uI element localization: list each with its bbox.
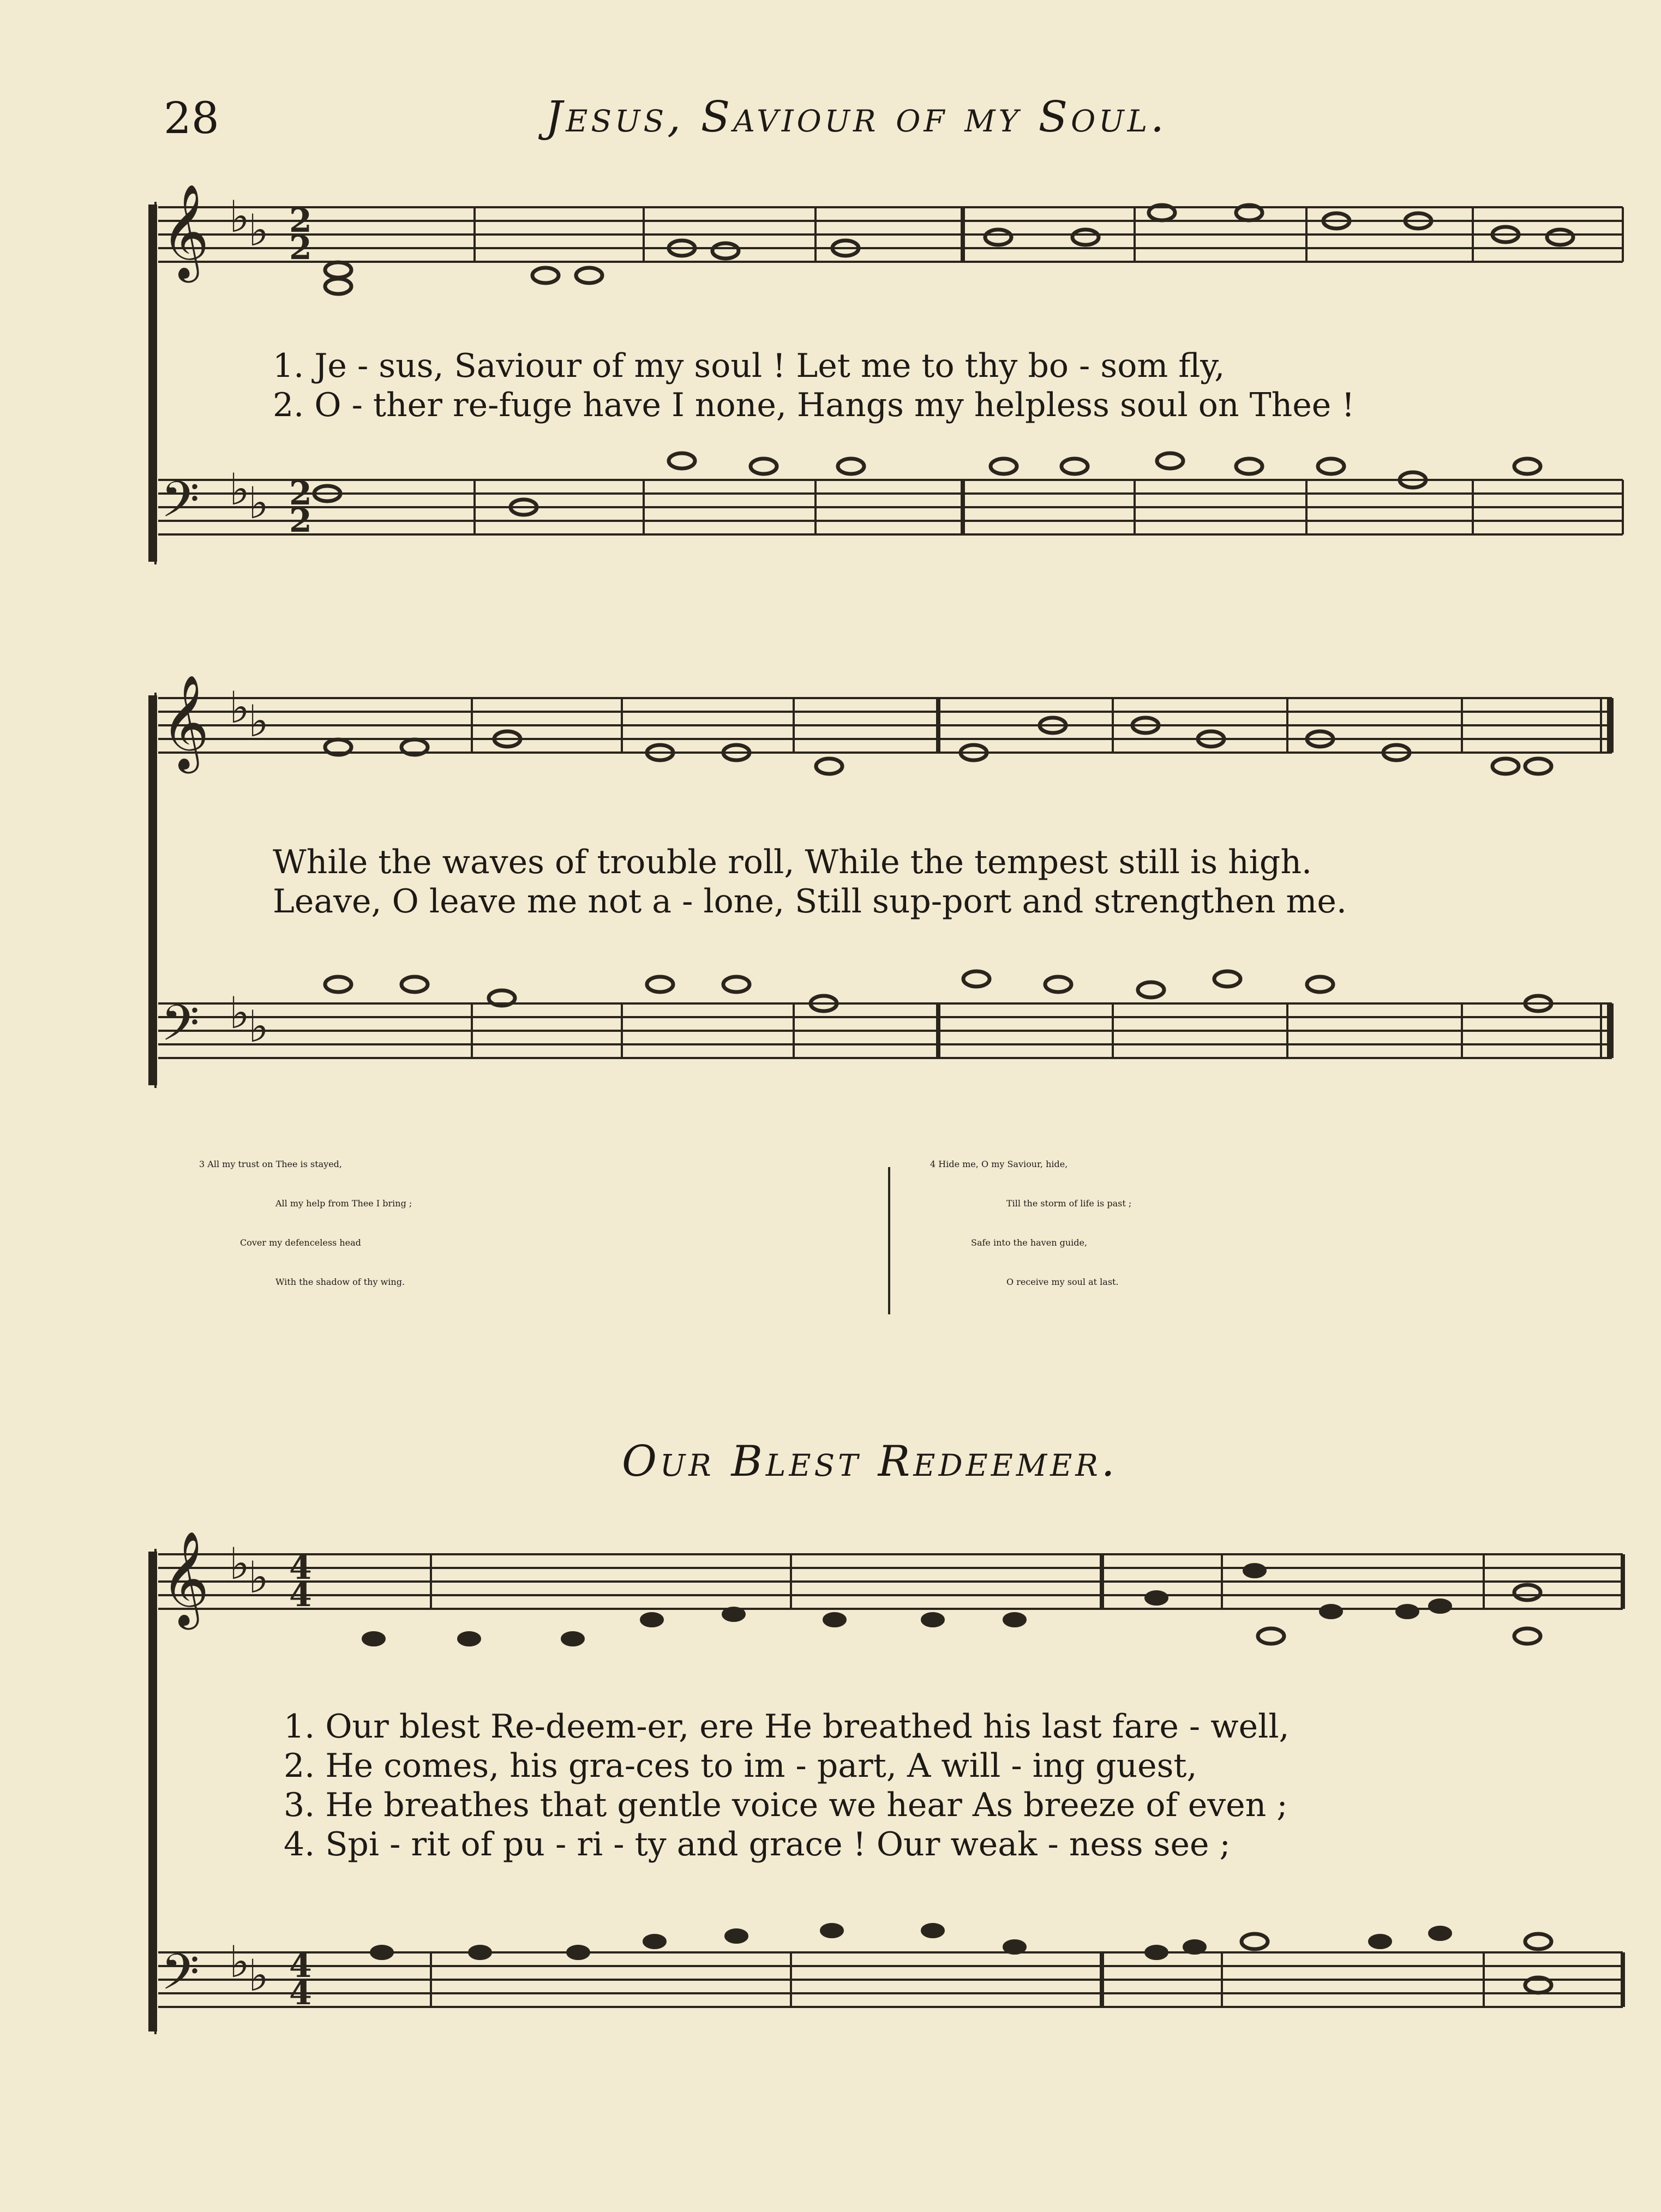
svg-text:♭: ♭ [229,1538,250,1589]
lyric-line-1: 1. Je - sus, Saviour of my soul ! Let me to thy bo - som fly, [273,347,1225,385]
svg-text:♭: ♭ [248,205,269,256]
svg-text:♭: ♭ [229,682,250,733]
lyric-line-2: 2. O - ther re-fuge have I none, Hangs my helpless soul on Thee ! [273,386,1355,424]
verse-line: Safe into the haven guide, [971,1237,1088,1248]
bass-clef: 𝄢 [161,471,200,540]
svg-text:♭: ♭ [229,191,250,242]
page-number: 28 [164,93,219,143]
svg-text:4: 4 [289,1576,312,1614]
svg-text:𝄞: 𝄞 [161,1531,209,1626]
verse-line: With the shadow of thy wing. [275,1277,405,1287]
verse-line: Till the storm of life is past ; [1006,1198,1132,1209]
hymn-title: Our Blest Redeemer. [622,1437,1118,1486]
lyric-line-3: 3. He breathes that gentle voice we hear As breeze of even ; [284,1786,1288,1824]
svg-text:𝄢: 𝄢 [161,1943,200,2013]
lyric-line-2: 2. He comes, his gra-ces to im - part, A will - ing guest, [284,1747,1197,1785]
hymn2-stanzas [284,1707,1290,1864]
svg-text:4: 4 [289,1549,312,1587]
verse-divider [888,1167,890,1314]
svg-text:♭: ♭ [248,696,269,747]
svg-text:𝄞: 𝄞 [161,675,209,770]
hymn1-stanza-b [273,843,1347,921]
treble-clef: 𝄞 [161,184,209,279]
svg-text:2: 2 [289,202,312,240]
verse-line: 3 All my trust on Thee is stayed, [199,1159,342,1169]
svg-text:2: 2 [289,229,312,267]
verse-4 [930,1159,1131,1316]
svg-text:2: 2 [289,502,312,540]
svg-text:♭: ♭ [229,464,250,515]
verse-line: Cover my defenceless head [240,1237,361,1248]
lyric-line-1: While the waves of trouble roll, While the tempest still is high. [273,843,1312,881]
verse-line: O receive my soul at last. [1006,1277,1119,1287]
svg-text:2: 2 [289,474,312,513]
verse-line: 4 Hide me, O my Saviour, hide, [930,1159,1068,1169]
hymn1-stanza-a [273,346,1354,425]
music-system-1 [0,164,1661,540]
treble-staff [158,207,1623,262]
lyric-line-4: 4. Spi - rit of pu - ri - ty and grace ! Our weak - ness see ; [284,1825,1231,1864]
svg-text:♭: ♭ [248,1001,269,1052]
hymn-title: Jesus, Saviour of my Soul. [545,93,1167,142]
verse-line: All my help from Thee I bring ; [275,1198,412,1209]
svg-text:4: 4 [289,1974,312,2012]
svg-text:♭: ♭ [248,1552,269,1603]
svg-text:4: 4 [289,1947,312,1985]
svg-text:𝄢: 𝄢 [161,994,200,1064]
svg-text:♭: ♭ [248,1950,269,2001]
bass-staff [158,480,1623,534]
svg-text:♭: ♭ [248,478,269,528]
verse-3 [199,1159,412,1316]
lyric-line-1: 1. Our blest Re-deem-er, ere He breathed his last fare - well, [284,1708,1290,1746]
lyric-line-2: Leave, O leave me not a - lone, Still sup-port and strengthen me. [273,882,1347,921]
svg-text:♭: ♭ [229,1937,250,1987]
svg-text:♭: ♭ [229,988,250,1038]
